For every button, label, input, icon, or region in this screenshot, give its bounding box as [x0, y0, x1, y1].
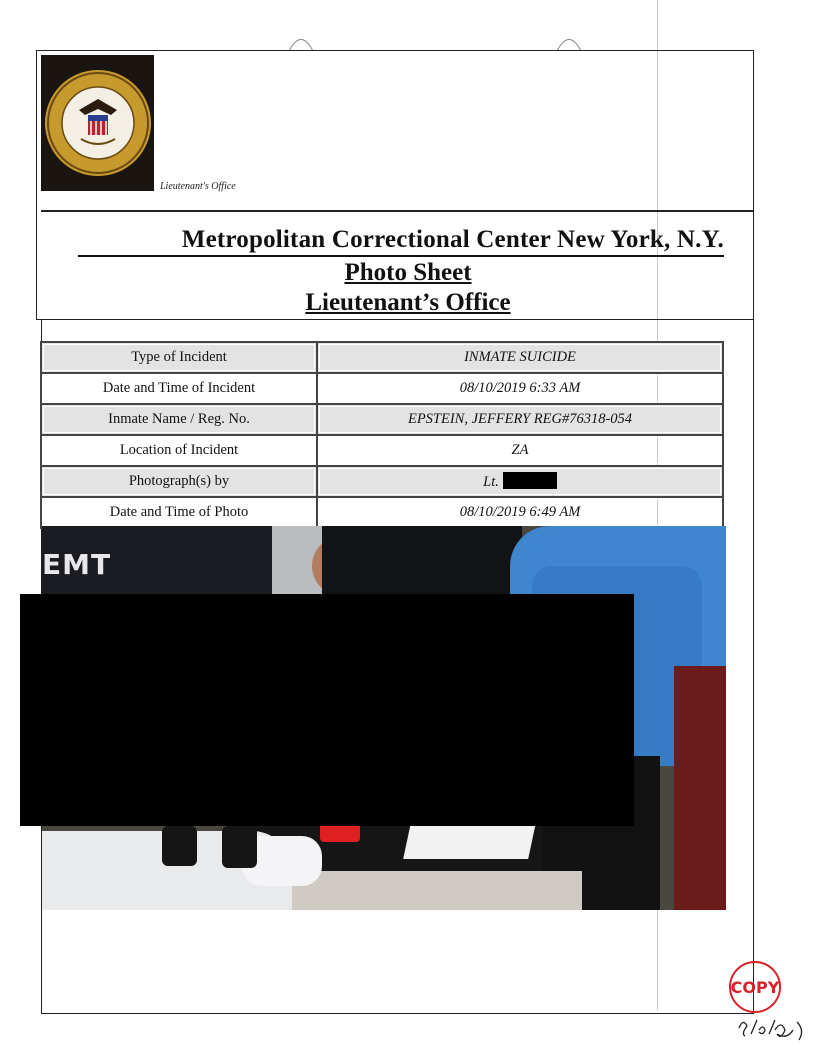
- row-value: 08/10/2019 6:33 AM: [317, 373, 723, 404]
- table-row: [41, 404, 723, 435]
- table-row: [41, 497, 723, 528]
- facility-title: Metropolitan Correctional Center New York, N.Y.: [181, 226, 724, 253]
- facility-title-underline: [78, 255, 724, 257]
- row-label: Date and Time of Photo: [41, 497, 317, 528]
- copy-stamp: COPY: [729, 961, 781, 1013]
- table-row: [41, 373, 723, 404]
- handwritten-signature: [735, 1000, 815, 1050]
- row-label: Inmate Name / Reg. No.: [41, 404, 317, 435]
- photo-redaction: [20, 594, 634, 826]
- bop-seal-icon: [41, 55, 154, 191]
- row-label: Photograph(s) by: [41, 466, 317, 497]
- row-value: ZA: [317, 435, 723, 466]
- row-value: EPSTEIN, JEFFERY REG#76318-054: [317, 404, 723, 435]
- office-caption: Lieutenant's Office: [160, 181, 236, 192]
- row-value: [317, 466, 723, 497]
- row-value: 08/10/2019 6:49 AM: [317, 497, 723, 528]
- redaction-bar: [503, 472, 557, 489]
- table-row: [41, 342, 723, 373]
- table-row: [41, 435, 723, 466]
- emt-jacket-text: EMT: [42, 548, 112, 581]
- header-divider: [41, 210, 754, 212]
- office-title: Lieutenant’s Office: [305, 289, 511, 316]
- document-title: Photo Sheet: [344, 259, 472, 286]
- incident-info-table: [40, 341, 724, 529]
- row-label: Location of Incident: [41, 435, 317, 466]
- row-label: Date and Time of Incident: [41, 373, 317, 404]
- table-row: [41, 466, 723, 497]
- photographer-prefix: Lt.: [483, 474, 499, 490]
- seal-logo: [41, 55, 154, 191]
- row-label: Type of Incident: [41, 342, 317, 373]
- row-value: INMATE SUICIDE: [317, 342, 723, 373]
